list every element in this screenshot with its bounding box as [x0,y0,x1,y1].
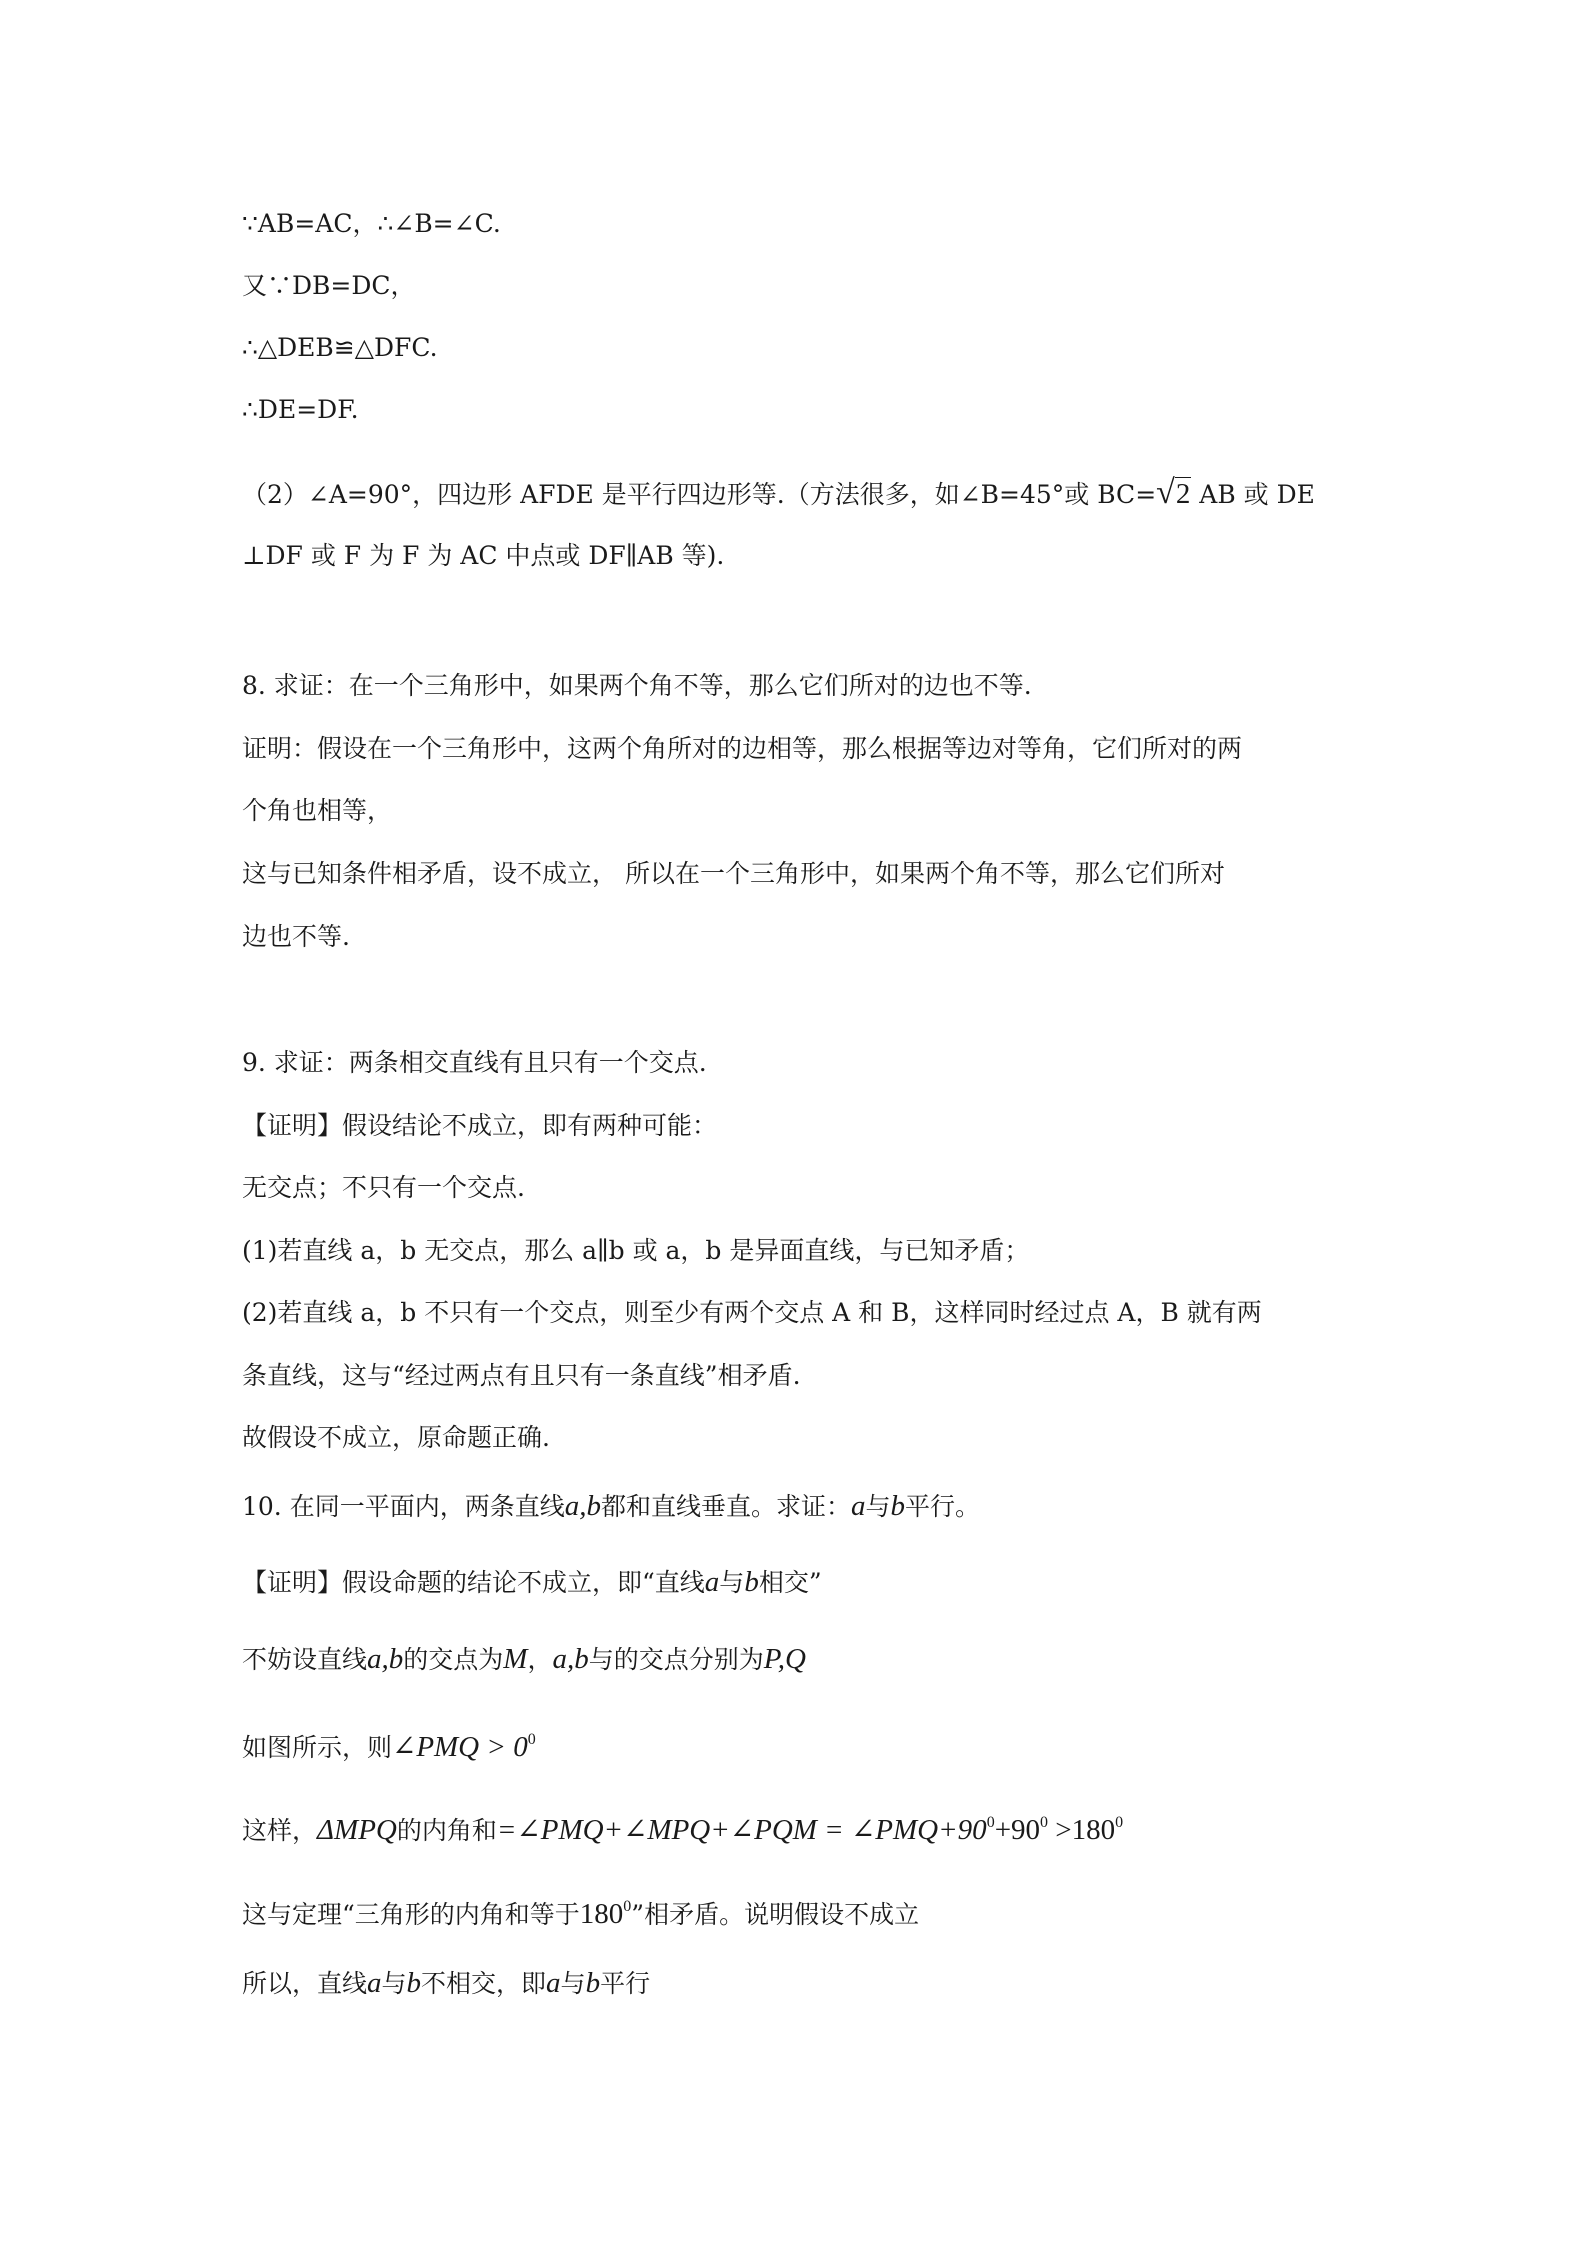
superscript: 0 [1040,1814,1049,1831]
proof-line: 这与已知条件相矛盾，设不成立， 所以在一个三角形中，如果两个角不等，那么它们所对 [242,859,1225,888]
math-var: b [406,1967,422,1999]
text: 如图所示，则 [242,1733,393,1762]
math-var: b [744,1566,759,1598]
math-expression: ∠PMQ > 0 [392,1731,528,1763]
proof-line: ∵AB=AC，∴∠B=∠C. [242,209,501,238]
math-expression: +90 [994,1814,1041,1846]
text: 与的交点分别为 [588,1645,764,1674]
text: 所以，直线 [242,1969,368,1998]
question-8-title: 8. 求证：在一个三角形中，如果两个角不等，那么它们所对的边也不等. [242,671,1032,700]
text: ”相矛盾。说明假设不成立 [631,1900,920,1929]
sqrt-symbol: √ [1156,474,1175,511]
proof-line [242,1966,1357,2001]
math-var: a,b [564,1490,601,1522]
math-expression: =∠PMQ+∠MPQ+∠PQM = ∠PMQ+90 [496,1814,987,1846]
proof-line [242,1806,1357,1848]
proof-line: 个角也相等， [242,796,393,825]
proof-line-part2 [242,476,1357,512]
math-var: a [850,1490,866,1522]
text: 与 [560,1969,586,1998]
math-var: P,Q [763,1643,806,1675]
text: （2）∠A=90°，四边形 AFDE 是平行四边形等.（方法很多，如∠B=45°或 BC= [242,480,1157,509]
text: 不妨设直线 [242,1645,368,1674]
proof-line: 条直线，这与“经过两点有且只有一条直线”相矛盾. [242,1361,801,1390]
text: 相交” [758,1568,822,1597]
question-9-title: 9. 求证：两条相交直线有且只有一个交点. [242,1048,707,1077]
text: 都和直线垂直。求证： [600,1492,851,1521]
proof-line [242,1642,1357,1677]
math-var: ΔMPQ [317,1814,397,1846]
math-number: 2 [1175,478,1191,510]
text: 10. 在同一平面内，两条直线 [242,1492,565,1521]
proof-line: 证明：假设在一个三角形中，这两个角所对的边相等，那么根据等边对等角，它们所对的两 [242,734,1243,763]
math-var: M [503,1643,528,1675]
text: 不相交，即 [421,1969,547,1998]
math-number: 180 [579,1898,624,1930]
superscript: 0 [623,1898,632,1915]
math-var: a [704,1566,720,1598]
question-10-title [242,1489,1357,1524]
superscript: 0 [527,1731,536,1748]
text: 的交点为 [403,1645,504,1674]
text: AB 或 DE [1191,480,1315,509]
proof-line: 无交点；不只有一个交点. [242,1173,525,1202]
text: 这样， [242,1816,318,1845]
proof-line: (2)若直线 a，b 不只有一个交点，则至少有两个交点 A 和 B，这样同时经过点 A，B 就有两 [242,1298,1262,1327]
math-var: a,b [367,1643,404,1675]
math-expression: >180 [1048,1814,1116,1846]
proof-line [242,1723,1357,1765]
proof-line [242,1565,1357,1600]
text: 与 [865,1492,891,1521]
text: 这与定理“三角形的内角和等于 [242,1900,580,1929]
text: 与 [719,1568,745,1597]
proof-line: 又∵DB=DC， [242,271,416,300]
math-var: a,b [552,1643,589,1675]
proof-line [242,1890,1357,1932]
math-var: a [367,1967,382,1999]
proof-line: ∴DE=DF. [242,395,359,424]
text: 平行 [600,1969,651,1998]
text: ， [527,1645,553,1674]
proof-line: (1)若直线 a，b 无交点，那么 a∥b 或 a，b 是异面直线，与已知矛盾； [242,1236,1030,1265]
proof-line: ⊥DF 或 F 为 F 为 AC 中点或 DF∥AB 等). [242,541,725,570]
proof-line: 【证明】假设结论不成立，即有两种可能： [242,1111,718,1140]
math-var: a [546,1967,561,1999]
text: 的内角和 [396,1816,497,1845]
superscript: 0 [986,1814,995,1831]
math-var: b [890,1490,905,1522]
text: 平行。 [905,1492,981,1521]
text: 【证明】假设命题的结论不成立，即“直线 [242,1568,705,1597]
proof-line: 边也不等. [242,922,350,951]
text: 与 [381,1969,407,1998]
proof-line: 故假设不成立，原命题正确. [242,1423,550,1452]
proof-line: ∴△DEB≌△DFC. [242,333,438,362]
superscript: 0 [1115,1814,1124,1831]
math-var: b [585,1967,601,1999]
